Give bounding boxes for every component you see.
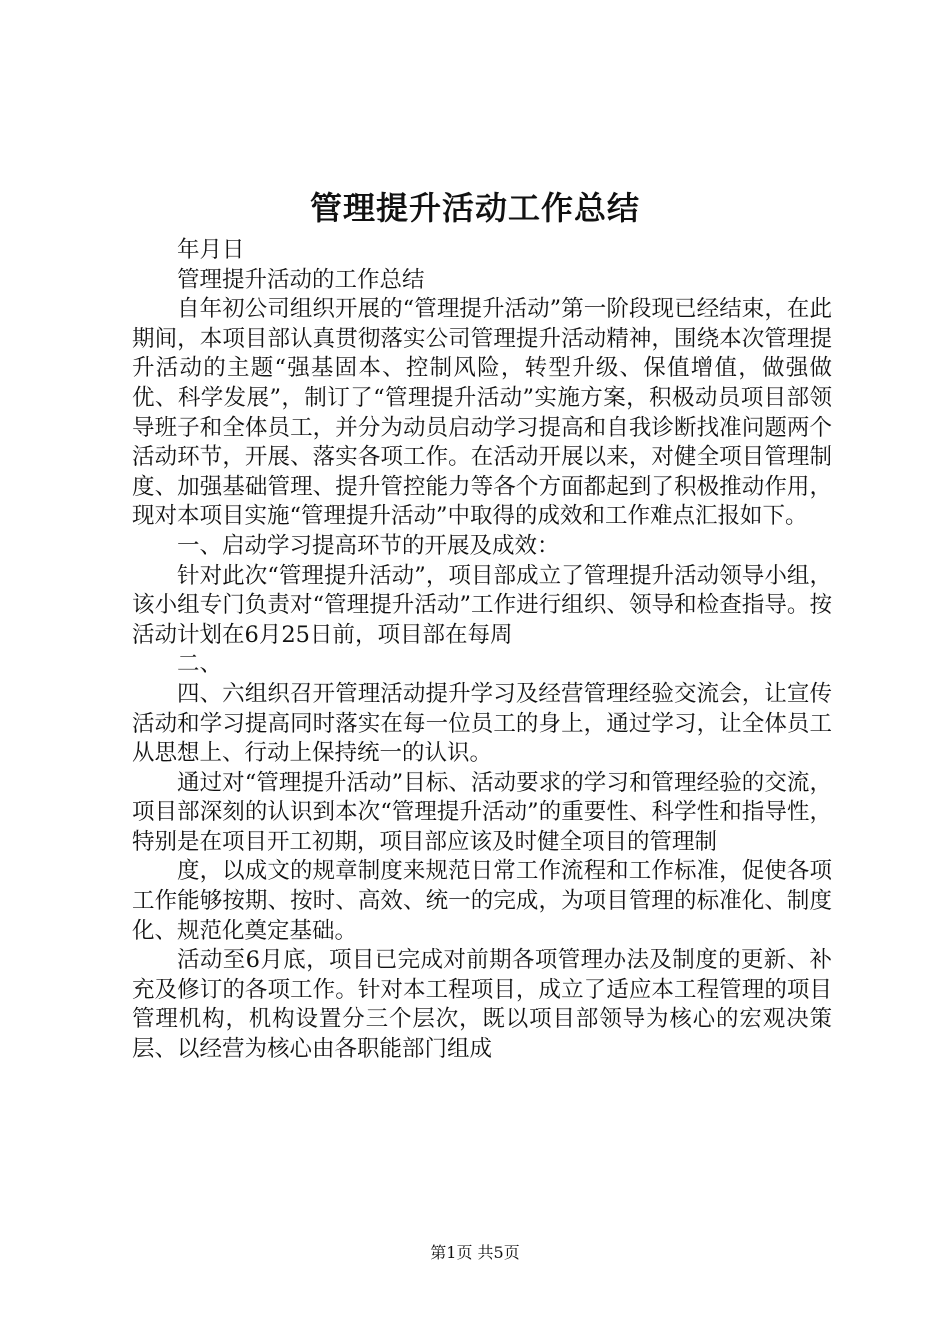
paragraph-1: 针对此次“管理提升活动”，项目部成立了管理提升活动领导小组，该小组专门负责对“管理提升活动”工作进行组织、领导和检查指导。按活动计划在6月25日前，项目部在每周 [132,562,832,648]
document-body [132,236,832,1065]
page-number-footer: 第1页 共5页 [430,1243,520,1262]
paragraph-3: 四、六组织召开管理活动提升学习及经营管理经验交流会，让宣传活动和学习提高同时落实在每一位员工的身上，通过学习，让全体员工从思想上、行动上保持统一的认识。 [132,680,832,767]
date-line: 年月日 [177,237,245,263]
paragraph-6: 活动至6月底，项目已完成对前期各项管理办法及制度的更新、补充及修订的各项工作。针对本工程项目，成立了适应本工程管理的项目管理机构，机构设置分三个层次，既以项目部领导为核心的宏观决策层、以经营为核心由各职能部门组成 [132,947,832,1063]
paragraph-4: 通过对“管理提升活动”目标、活动要求的学习和管理经验的交流，项目部深刻的认识到本次“管理提升活动”的重要性、科学性和指导性，特别是在项目开工初期，项目部应该及时健全项目的管理制 [132,769,832,855]
section-heading-1: 一、启动学习提高环节的开展及成效： [177,532,560,559]
paragraph-intro: 自年初公司组织开展的“管理提升活动”第一阶段现已经结束，在此期间，本项目部认真贯彻落实公司管理提升活动精神，围绕本次管理提升活动的主题“强基固本、控制风险，转型升级、保值增值，做强做优、科学发展”，制订了“管理提升活动”实施方案，积极动员项目部领导班子和全体员工，并分为动员启动学习提高和自我诊断找准问题两个活动环节，开展、落实各项工作。在活动开展以来，对健全项目管理制度、加强基础管理、提升管控能力等各个方面都起到了积极推动作用，现对本项目实施“管理提升活动”中取得的成效和工作难点汇报如下。 [132,296,832,530]
paragraph-5: 度，以成文的规章制度来规范日常工作流程和工作标准，促使各项工作能够按期、按时、高效、统一的完成，为项目管理的标准化、制度化、规范化奠定基础。 [132,858,832,944]
subtitle-line: 管理提升活动的工作总结 [177,266,425,293]
document-title: 管理提升活动工作总结 [309,189,640,227]
paragraph-2: 二、 [177,651,223,678]
